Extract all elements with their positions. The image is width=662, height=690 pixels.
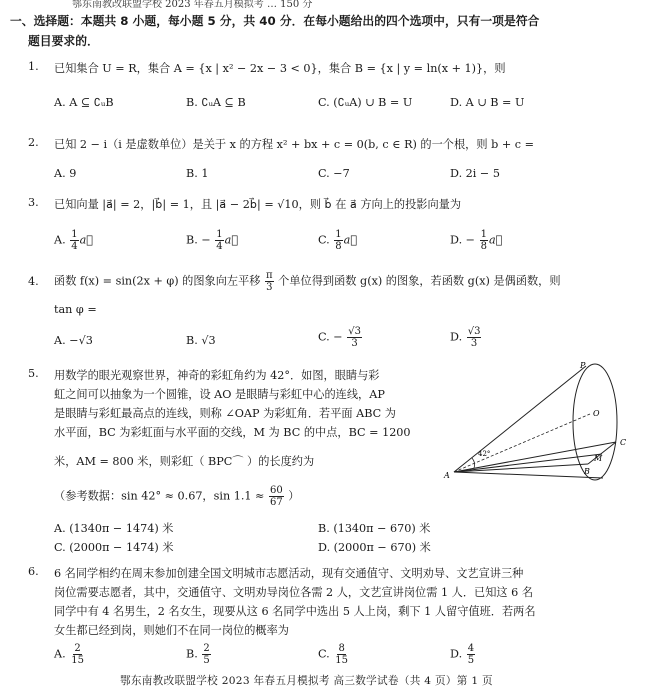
- q5-stem-line4: 水平面，BC 为彩虹面与水平面的交线，M 为 BC 的中点，BC = 1200: [54, 426, 411, 439]
- q5-option-d: D. (2000π − 670) 米: [318, 541, 431, 554]
- q3-option-a: A. $\frac{1}{4}$ a⃗: [54, 229, 93, 252]
- q5-stem-line3: 是眼睛与彩虹最高点的连线，则称 ∠OAP 为彩虹角．若平面 ABC 为: [54, 407, 396, 420]
- q6-stem-line2: 岗位需要志愿者，其中，交通值守、文明劝导岗位各需 2 人，文艺宣讲岗位需 1 人．已知这 6 名: [54, 586, 534, 599]
- label-p: P: [580, 361, 586, 370]
- top-cut-text: 鄂东南教改联盟学校 2023 年春五月模拟考 … 150 分: [72, 0, 313, 10]
- q4-stem-line2: tan φ =: [54, 303, 97, 316]
- q6-option-d: D. $\frac{4}{5}$: [450, 643, 475, 666]
- label-m: M: [594, 454, 603, 463]
- q6-option-b: B. $\frac{2}{5}$: [186, 643, 210, 666]
- q6-option-a: A. $\frac{2}{15}$: [54, 643, 84, 666]
- q4-option-a: A. −√3: [54, 334, 93, 347]
- q4-option-b: B. √3: [186, 334, 216, 347]
- q6-stem-line4: 女生都已经到岗，则她们不在同一岗位的概率为: [54, 624, 289, 637]
- q4-number: 4.: [28, 275, 39, 288]
- q4-option-d: D. $\frac{√3}{3}$: [450, 326, 481, 349]
- q5-stem-line5: 米，AM = 800 米，则彩虹（ BPC⌒ ）的长度约为: [54, 455, 315, 468]
- q3-number: 3.: [28, 196, 39, 209]
- line-cone-bottom: [454, 472, 603, 478]
- q2-option-d: D. 2i − 5: [450, 167, 500, 180]
- rainbow-cone-diagram: [440, 360, 656, 490]
- q6-option-c: C. $\frac{8}{15}$: [318, 643, 349, 666]
- label-c: C: [620, 438, 627, 447]
- label-b: B: [584, 467, 590, 476]
- q5-stem-line2: 虹之间可以抽象为一个圆锥，设 AO 是眼睛与彩虹中心的连线，AP: [54, 388, 385, 401]
- label-a: A: [444, 471, 450, 480]
- q5-option-b: B. (1340π − 670) 米: [318, 522, 431, 535]
- q2-option-a: A. 9: [54, 167, 77, 180]
- q3-stem: 已知向量 |a⃗| = 2，|b⃗| = 1，且 |a⃗ − 2b⃗| = √10，则 b⃗ 在 a⃗ 方向上的投影向量为: [54, 198, 462, 211]
- q1-option-b: B. ∁ᵤA ⊆ B: [186, 96, 246, 109]
- q2-option-b: B. 1: [186, 167, 209, 180]
- section-header-line2: 题目要求的．: [28, 34, 99, 48]
- q6-number: 6.: [28, 565, 39, 578]
- q6-stem-line1: 6 名同学相约在周末参加创建全国文明城市志愿活动，现有交通值守、文明劝导、文艺宣讲三种: [54, 567, 524, 580]
- q2-stem: 已知 2 − i（i 是虚数单位）是关于 x 的方程 x² + bx + c = 0(b, c ∈ R) 的一个根，则 b + c =: [54, 138, 534, 151]
- q5-option-c: C. (2000π − 1474) 米: [54, 541, 174, 554]
- q4-stem: 函数 f(x) = sin(2x + φ) 的图象向左平移 $\frac{\pi}{3}$ 个单位得到函数 g(x) 的图象，若函数 g(x) 是偶函数，则: [54, 270, 561, 293]
- q6-stem-line3: 同学中有 4 名男生，2 名女生，现要从这 6 名同学中选出 5 人上岗，剩下 1 人留守值班．若两名: [54, 605, 536, 618]
- line-ap: [454, 366, 586, 472]
- section-header-line1: 一、选择题：本题共 8 小题，每小题 5 分，共 40 分．在每小题给出的四个选项中，只有一项是符合: [10, 14, 540, 28]
- page-footer: 鄂东南教改联盟学校 2023 年春五月模拟考 高三数学试卷（共 4 页）第 1 页: [120, 675, 493, 687]
- q1-option-a: A. A ⊆ ∁ᵤB: [54, 96, 114, 109]
- q2-option-c: C. −7: [318, 167, 350, 180]
- q4-option-c: C. − $\frac{√3}{3}$: [318, 326, 361, 349]
- q5-reference-data: （参考数据：sin 42° ≈ 0.67，sin 1.1 ≈ $\frac{60}{67}$ ）: [54, 485, 300, 508]
- q1-stem: 已知集合 U = R，集合 A = {x | x² − 2x − 3 < 0}，集合 B = {x | y = ln(x + 1)}，则: [54, 62, 506, 75]
- q5-option-a: A. (1340π − 1474) 米: [54, 522, 174, 535]
- label-o: O: [593, 409, 600, 418]
- label-angle: 42°: [478, 450, 491, 458]
- q2-number: 2.: [28, 136, 39, 149]
- q1-number: 1.: [28, 60, 39, 73]
- angle-arc: [472, 458, 475, 468]
- q3-option-c: C. $\frac{1}{8}$ a⃗: [318, 229, 358, 252]
- q1-option-c: C. (∁ᵤA) ∪ B = U: [318, 96, 413, 109]
- q3-option-b: B. − $\frac{1}{4}$ a⃗: [186, 229, 239, 252]
- q1-option-d: D. A ∪ B = U: [450, 96, 525, 109]
- q5-stem-line1: 用数学的眼光观察世界，神奇的彩虹角约为 42°．如图，眼睛与彩: [54, 369, 380, 382]
- q5-number: 5.: [28, 367, 39, 380]
- q3-option-d: D. − $\frac{1}{8}$ a⃗: [450, 229, 503, 252]
